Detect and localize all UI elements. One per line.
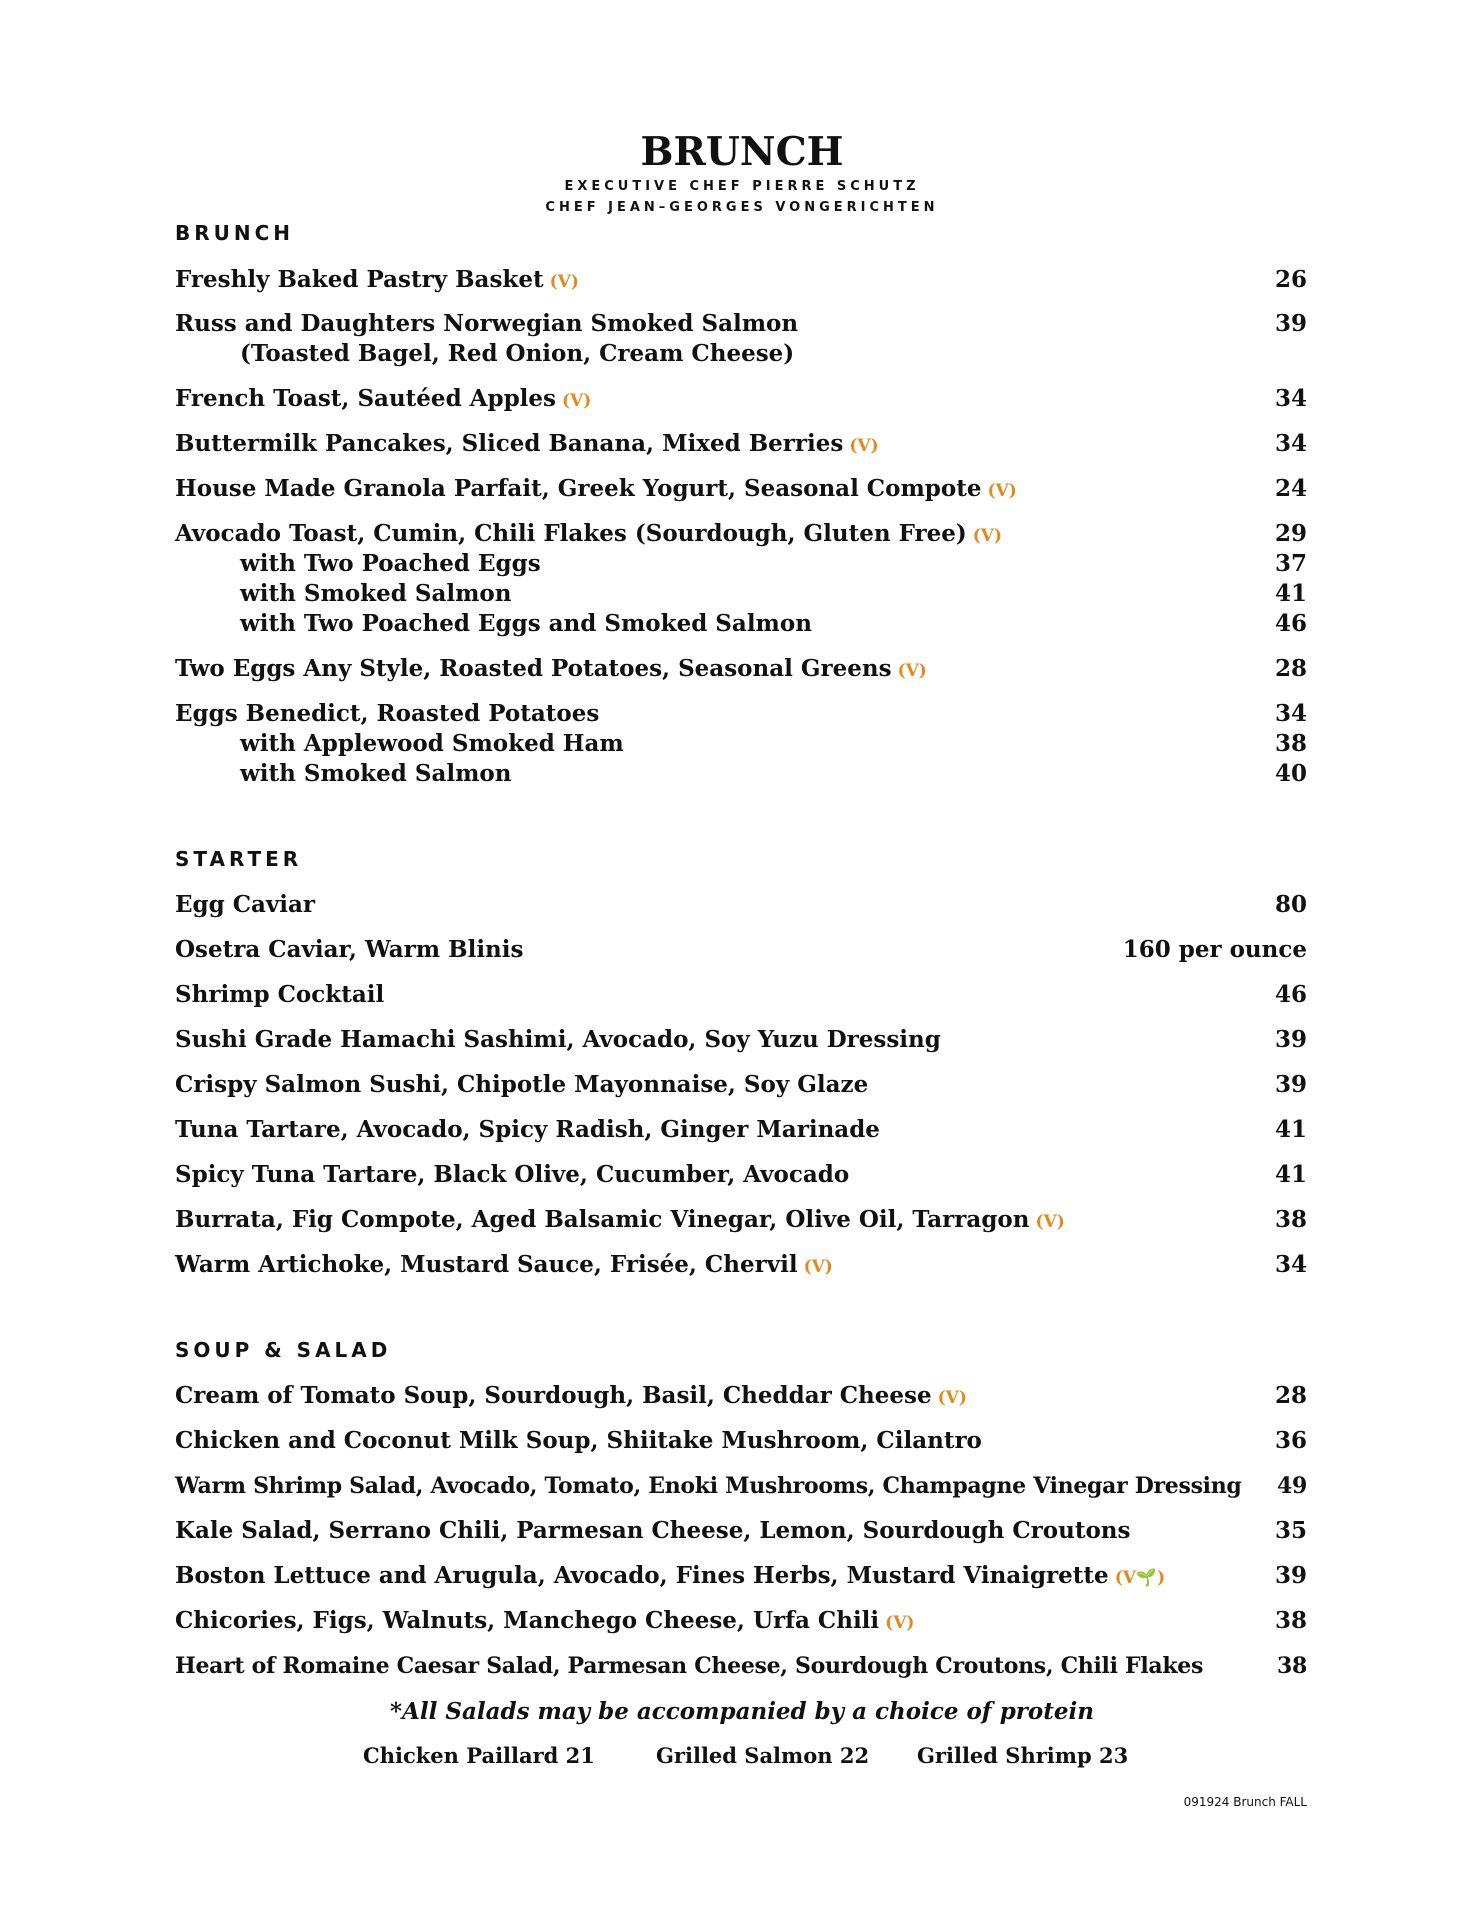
vegetarian-marker: (V) — [987, 481, 1017, 501]
item-name: Avocado Toast, Cumin, Chili Flakes (Sourdough, Gluten Free) (V) — [175, 520, 1003, 547]
menu-item — [175, 1606, 1307, 1636]
item-name: Freshly Baked Pastry Basket (V) — [175, 266, 579, 293]
menu-item — [175, 890, 1307, 920]
menu-item-option — [240, 759, 1307, 789]
vegan-marker: (V🌱) — [1114, 1568, 1166, 1588]
option-name: with Two Poached Eggs — [240, 550, 541, 577]
item-name: Heart of Romaine Caesar Salad, Parmesan Cheese, Sourdough Croutons, Chili Flakes — [175, 1653, 1204, 1679]
menu-item — [175, 1025, 1307, 1055]
item-price: 41 — [1274, 1161, 1307, 1188]
menu-item-detail — [240, 339, 1307, 369]
menu-item-option — [240, 549, 1307, 579]
vegetarian-marker: (V) — [549, 272, 579, 292]
item-price: 34 — [1274, 385, 1307, 412]
item-name: Egg Caviar — [175, 891, 316, 918]
menu-item — [175, 474, 1307, 504]
item-detail: (Toasted Bagel, Red Onion, Cream Cheese) — [240, 340, 795, 367]
menu-item — [175, 1561, 1307, 1591]
salad-protein-note: *All Salads may be accompanied by a choice of protein — [390, 1698, 1094, 1725]
vegetarian-marker: (V) — [561, 391, 592, 411]
item-price: 39 — [1274, 310, 1307, 337]
menu-item-option — [240, 729, 1307, 759]
item-name: Russ and Daughters Norwegian Smoked Salmon — [175, 310, 799, 337]
section-heading-soup-salad: SOUP & SALAD — [175, 1338, 392, 1362]
item-name: Sushi Grade Hamachi Sashimi, Avocado, Soy Yuzu Dressing — [175, 1026, 941, 1053]
option-name: with Smoked Salmon — [240, 760, 512, 787]
item-name: Two Eggs Any Style, Roasted Potatoes, Seasonal Greens (V) — [175, 655, 927, 682]
menu-item — [175, 980, 1307, 1010]
vegetarian-marker: (V) — [849, 436, 879, 456]
item-price: 160 per ounce — [1122, 936, 1307, 963]
item-price: 38 — [1274, 1607, 1307, 1634]
vegetarian-marker: (V) — [1035, 1212, 1065, 1232]
vegetarian-marker: (V) — [885, 1613, 915, 1633]
chef-line: CHEF JEAN–GEORGES VONGERICHTEN — [545, 200, 939, 215]
menu-item — [175, 1205, 1307, 1235]
menu-item — [175, 1115, 1307, 1145]
vegetarian-marker: (V) — [972, 526, 1003, 546]
menu-item — [175, 1070, 1307, 1100]
option-price: 41 — [1274, 580, 1307, 607]
item-name: Kale Salad, Serrano Chili, Parmesan Cheese, Lemon, Sourdough Croutons — [175, 1517, 1131, 1544]
section-heading-brunch: BRUNCH — [175, 221, 295, 245]
menu-item — [175, 1651, 1307, 1681]
menu-item — [175, 1426, 1307, 1456]
item-name: Warm Artichoke, Mustard Sauce, Frisée, Chervil (V) — [175, 1251, 833, 1278]
item-price: 34 — [1274, 700, 1307, 727]
option-price: 40 — [1274, 760, 1307, 787]
item-name: Eggs Benedict, Roasted Potatoes — [175, 700, 600, 727]
menu-item — [175, 519, 1307, 549]
item-name: Cream of Tomato Soup, Sourdough, Basil, Cheddar Cheese (V) — [175, 1382, 967, 1409]
item-name: Tuna Tartare, Avocado, Spicy Radish, Ginger Marinade — [175, 1116, 880, 1143]
menu-version-code: 091924 Brunch FALL — [1183, 1795, 1307, 1809]
item-name: Warm Shrimp Salad, Avocado, Tomato, Enoki Mushrooms, Champagne Vinegar Dressing — [175, 1473, 1242, 1499]
item-price: 46 — [1274, 981, 1307, 1008]
item-price: 35 — [1274, 1517, 1307, 1544]
menu-item — [175, 1160, 1307, 1190]
item-name: Chicken and Coconut Milk Soup, Shiitake Mushroom, Cilantro — [175, 1427, 982, 1454]
item-price: 34 — [1274, 430, 1307, 457]
item-price: 39 — [1274, 1071, 1307, 1098]
item-price: 24 — [1274, 475, 1307, 502]
item-price: 28 — [1274, 655, 1307, 682]
menu-item — [175, 1250, 1307, 1280]
item-price: 36 — [1274, 1427, 1307, 1454]
item-name: Spicy Tuna Tartare, Black Olive, Cucumber, Avocado — [175, 1161, 850, 1188]
item-price: 28 — [1274, 1382, 1307, 1409]
menu-item — [175, 309, 1307, 339]
menu-item-option — [240, 609, 1307, 639]
menu-item — [175, 1381, 1307, 1411]
item-price: 38 — [1276, 1653, 1307, 1679]
item-name: Burrata, Fig Compote, Aged Balsamic Vinegar, Olive Oil, Tarragon (V) — [175, 1206, 1065, 1233]
item-name: Chicories, Figs, Walnuts, Manchego Cheese, Urfa Chili (V) — [175, 1607, 915, 1634]
menu-item — [175, 699, 1307, 729]
menu-item — [175, 654, 1307, 684]
item-price: 26 — [1274, 266, 1307, 293]
item-price: 29 — [1274, 520, 1307, 547]
option-name: with Applewood Smoked Ham — [240, 730, 624, 757]
item-price: 49 — [1276, 1473, 1307, 1499]
item-price: 39 — [1274, 1562, 1307, 1589]
item-name: Shrimp Cocktail — [175, 981, 385, 1008]
executive-chef-line: EXECUTIVE CHEF PIERRE SCHUTZ — [564, 179, 920, 194]
item-name: Osetra Caviar, Warm Blinis — [175, 936, 524, 963]
option-price: 46 — [1274, 610, 1307, 637]
item-price: 41 — [1274, 1116, 1307, 1143]
protein-option: Grilled Shrimp 23 — [917, 1743, 1129, 1768]
menu-item — [175, 1471, 1307, 1501]
menu-item-option — [240, 579, 1307, 609]
vegetarian-marker: (V) — [937, 1388, 967, 1408]
option-name: with Two Poached Eggs and Smoked Salmon — [240, 610, 812, 637]
item-name: Buttermilk Pancakes, Sliced Banana, Mixed Berries (V) — [175, 430, 879, 457]
item-name: French Toast, Sautéed Apples (V) — [175, 385, 592, 412]
vegetarian-marker: (V) — [803, 1257, 833, 1277]
protein-option: Chicken Paillard 21 — [363, 1743, 595, 1768]
item-price: 38 — [1274, 1206, 1307, 1233]
protein-option: Grilled Salmon 22 — [656, 1743, 870, 1768]
menu-item — [175, 1516, 1307, 1546]
item-price: 39 — [1274, 1026, 1307, 1053]
option-price: 37 — [1274, 550, 1307, 577]
option-price: 38 — [1274, 730, 1307, 757]
option-name: with Smoked Salmon — [240, 580, 512, 607]
menu-item — [175, 384, 1307, 414]
menu-title: BRUNCH — [640, 129, 844, 175]
item-name: Boston Lettuce and Arugula, Avocado, Fines Herbs, Mustard Vinaigrette (V🌱) — [175, 1562, 1166, 1589]
menu-item — [175, 935, 1307, 965]
menu-item — [175, 265, 1307, 295]
vegetarian-marker: (V) — [897, 661, 927, 681]
item-price: 34 — [1274, 1251, 1307, 1278]
item-name: Crispy Salmon Sushi, Chipotle Mayonnaise, Soy Glaze — [175, 1071, 869, 1098]
item-price: 80 — [1274, 891, 1307, 918]
item-name: House Made Granola Parfait, Greek Yogurt, Seasonal Compote (V) — [175, 475, 1017, 502]
menu-item — [175, 429, 1307, 459]
section-heading-starter: STARTER — [175, 847, 303, 871]
